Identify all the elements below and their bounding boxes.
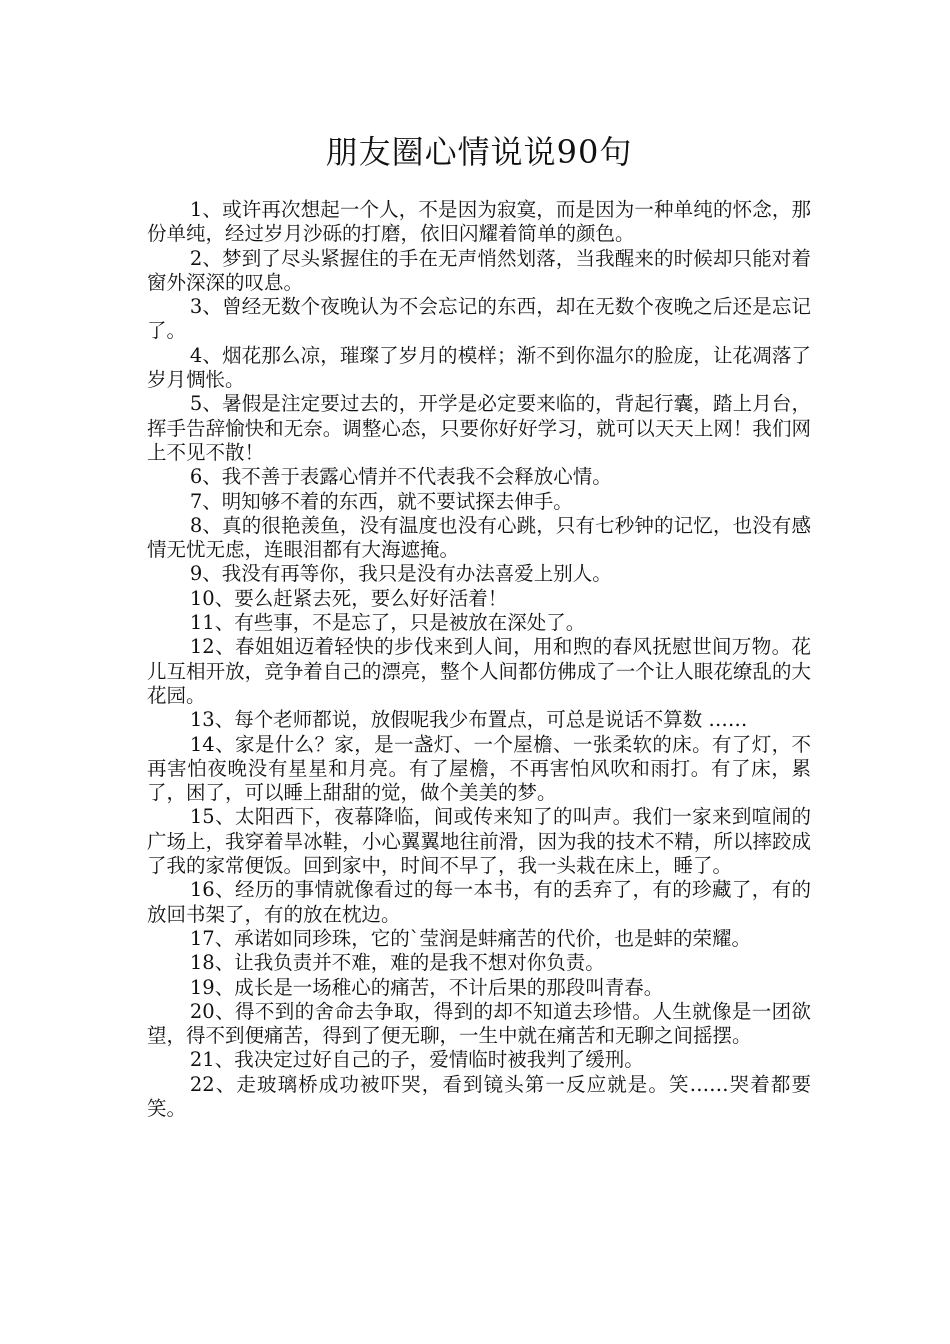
paragraph: 11、有些事，不是忘了，只是被放在深处了。 [189,611,586,635]
paragraph: 18、让我负责并不难，难的是我不想对你负责。 [189,951,605,975]
paragraph: 5、暑假是注定要过去的，开学是必定要来临的，背起行囊，踏上月台，挥手告辞愉快和无奈。调整心态，只要你好好学习，就可以天天上网！我们网上不见不散！ [147,392,811,464]
paragraph: 6、我不善于表露心情并不代表我不会释放心情。 [189,465,612,489]
document-page [147,128,811,1121]
paragraph: 19、成长是一场稚心的痛苦，不计后果的那段叫青春。 [189,975,664,999]
paragraph: 13、每个老师都说，放假呢我少布置点，可总是说话不算数 …… [189,708,748,732]
paragraph: 2、梦到了尽头紧握住的手在无声悄然划落，当我醒来的时候却只能对着窗外深深的叹息。 [147,246,811,294]
paragraph: 21、我决定过好自己的子，爱情临时被我判了缓刑。 [189,1048,644,1072]
paragraph: 8、真的很艳羡鱼，没有温度也没有心跳，只有七秒钟的记忆，也没有感情无忧无虑，连眼泪都有大海遮掩。 [147,513,811,562]
paragraph: 9、我没有再等你，我只是没有办法喜爱上别人。 [189,562,612,586]
paragraph: 7、明知够不着的东西，就不要试探去伸手。 [189,489,573,513]
paragraph: 22、走玻璃桥成功被吓哭，看到镜头第一反应就是。笑……哭着都要笑。 [147,1072,811,1120]
paragraph: 16、经历的事情就像看过的每一本书，有的丢弃了，有的珍藏了，有的放回书架了，有的放在枕边。 [147,878,811,926]
document-title: 朋友圈心情说说90句 [325,133,633,171]
paragraph: 17、承诺如同珍珠，它的`莹润是蚌痛苦的代价，也是蚌的荣耀。 [189,926,751,950]
paragraph: 15、太阳西下，夜幕降临，间或传来知了的叫声。我们一家来到喧闹的广场上，我穿着旱冰鞋，小心翼翼地往前滑，因为我的技术不精，所以摔跤成了我的家常便饭。回到家中，时间不早了，我一头栽在床上，睡了。 [147,805,811,878]
paragraph: 12、春姐姐迈着轻快的步伐来到人间，用和煦的春风抚慰世间万物。花儿互相开放，竞争着自己的漂亮，整个人间都仿佛成了一个让人眼花缭乱的大花园。 [147,635,811,707]
paragraph: 20、得不到的舍命去争取，得到的却不知道去珍惜。人生就像是一团欲望，得不到便痛苦，得到了便无聊，一生中就在痛苦和无聊之间摇摆。 [147,999,811,1048]
paragraph: 10、要么赶紧去死，要么好好活着！ [189,586,508,610]
paragraph: 3、曾经无数个夜晚认为不会忘记的东西，却在无数个夜晚之后还是忘记了。 [147,295,811,343]
paragraph: 1、或许再次想起一个人，不是因为寂寞，而是因为一种单纯的怀念，那份单纯，经过岁月沙砾的打磨，依旧闪耀着简单的颜色。 [147,198,811,246]
document-body [147,198,811,1121]
paragraph: 4、烟花那么凉，璀璨了岁月的模样；渐不到你温尔的脸庞，让花凋落了岁月惆怅。 [147,343,811,392]
paragraph: 14、家是什么？家，是一盏灯、一个屋檐、一张柔软的床。有了灯，不再害怕夜晚没有星星和月亮。有了屋檐，不再害怕风吹和雨打。有了床，累了，困了，可以睡上甜甜的觉，做个美美的梦。 [147,732,811,805]
